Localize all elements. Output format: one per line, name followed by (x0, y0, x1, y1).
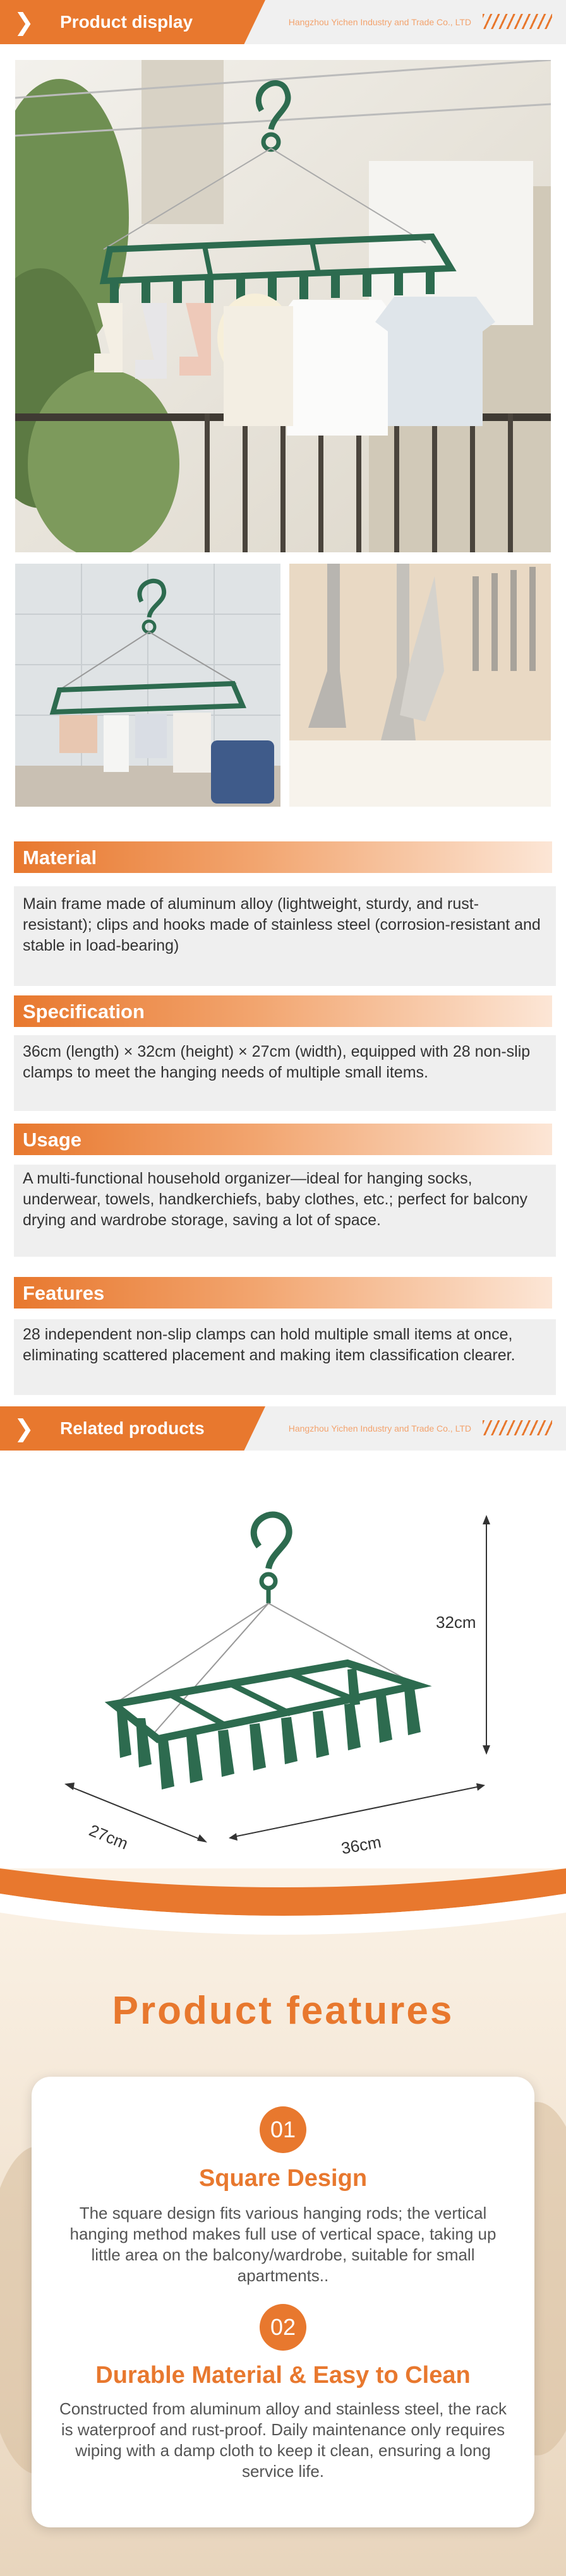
feature-number: 02 (260, 2304, 306, 2351)
section-body-material: Main frame made of aluminum alloy (lightweight, sturdy, and rust-resistant); clips and hooks made of stainless steel (corrosion-resistant and stable in load-bearing) (14, 886, 556, 986)
banner-related-products (0, 1406, 566, 1451)
chevron-right-icon: ❯ (14, 1415, 34, 1442)
section-heading: Features (23, 1282, 105, 1304)
slash-decoration (483, 1420, 552, 1435)
section-header-material (14, 841, 552, 873)
section-heading: Specification (23, 1000, 145, 1023)
feature-number: 01 (260, 2106, 306, 2153)
feature-title: Durable Material & Easy to Clean (95, 2362, 471, 2389)
chevron-right-icon: ❯ (14, 8, 34, 36)
photo-bathroom-rack (15, 564, 280, 807)
banner-title: Product display (60, 12, 193, 32)
section-body-usage: A multi-functional household organizer—ideal for hanging socks, underwear, towels, handkerchiefs, baby clothes, etc.; perfect for balcony drying and wardrobe storage, saving a lot of space. (14, 1165, 556, 1257)
banner-title: Related products (60, 1418, 205, 1438)
section-header-specification (14, 995, 552, 1027)
section-body-specification: 36cm (length) × 32cm (height) × 27cm (width), equipped with 28 non-slip clamps to meet the hanging needs of multiple small items. (14, 1035, 556, 1111)
dimension-length: 36cm (339, 1832, 383, 1858)
feature-description: Constructed from aluminum alloy and stainless steel, the rack is waterproof and rust-proof. Daily maintenance only requires wiping with a damp cloth to keep it clean, ensuring a long service life. (59, 2399, 507, 2481)
dimension-height: 32cm (436, 1613, 476, 1632)
product-features-title: Product features (112, 1989, 454, 2033)
photo-clip-closeup (289, 564, 551, 807)
section-heading: Material (23, 846, 97, 869)
section-header-usage (14, 1124, 552, 1155)
banner-product-display (0, 0, 566, 44)
slash-decoration (483, 14, 552, 29)
section-heading: Usage (23, 1129, 82, 1151)
company-name: Hangzhou Yichen Industry and Trade Co., LTD (288, 1423, 471, 1433)
features-card (32, 2077, 534, 2527)
hero-photo-balcony-drying (15, 60, 551, 552)
section-header-features (14, 1277, 552, 1309)
dimension-width: 27cm (86, 1820, 131, 1853)
section-body-features: 28 independent non-slip clamps can hold multiple small items at once, eliminating scattered placement and making item classification clearer. (14, 1319, 556, 1395)
feature-description: The square design fits various hanging rods; the vertical hanging method makes full use of vertical space, taking up little area on the balcony/wardrobe, suitable for small apartments.. (69, 2204, 497, 2285)
feature-title: Square Design (198, 2165, 368, 2192)
company-name: Hangzhou Yichen Industry and Trade Co., LTD (288, 17, 471, 27)
product-dimension-drawing (51, 1496, 518, 1875)
